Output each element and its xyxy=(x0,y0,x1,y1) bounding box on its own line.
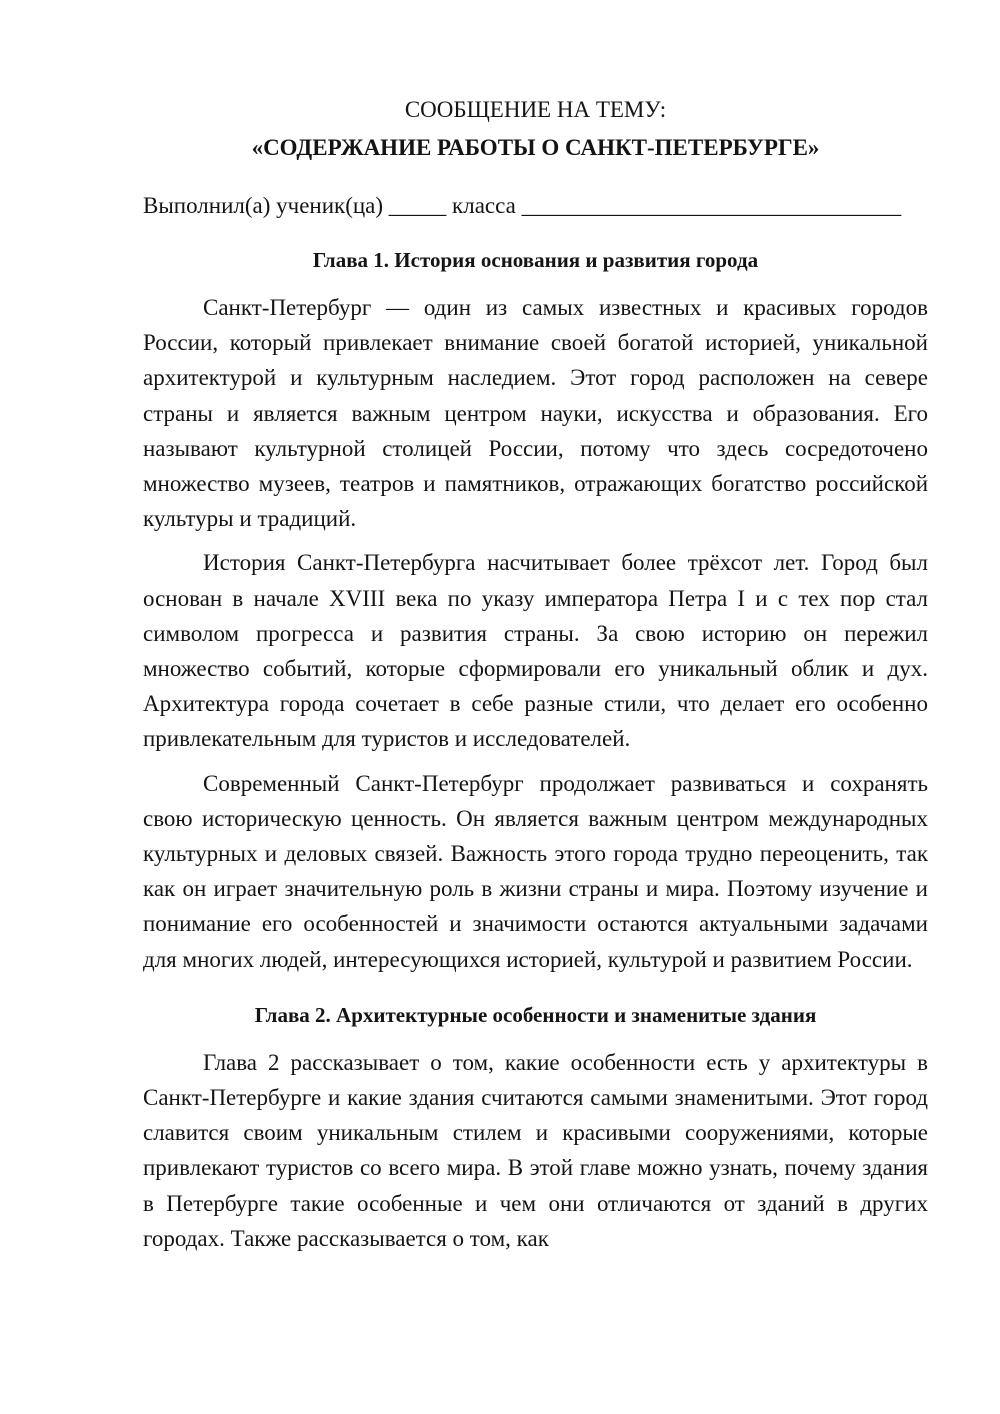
chapter2-paragraph-1: Глава 2 рассказывает о том, какие особенности есть у архитектуры в Санкт-Петербурге и какие здания считаются самыми знаменитыми. Этот город славится своим уникальным стилем и красивыми сооружениями, которые привлекают туристов со всего мира. В этой главе можно узнать, почему здания в Петербурге такие особенные и чем они отличаются от зданий в других городах. Также рассказывается о том, как xyxy=(143,1049,928,1251)
document-title-topic: «СОДЕРЖАНИЕ РАБОТЫ О САНКТ-ПЕТЕРБУРГЕ» xyxy=(251,135,820,160)
chapter1-paragraph-3: Современный Санкт-Петербург продолжает развиваться и сохранять свою историческую ценность. Он является важным центром международных культурных и деловых связей. Важность этого города трудно переоценить, так как он играет значительную роль в жизни страны и мира. Поэтому изучение и понимание его особенностей и значимости остаются актуальными задачами для многих людей, интересующихся историей, культурой и развитием России. xyxy=(143,770,928,972)
document-title-line1: СООБЩЕНИЕ НА ТЕМУ: xyxy=(404,97,667,122)
chapter1-paragraph-2: История Санкт-Петербурга насчитывает более трёхсот лет. Город был основан в начале XVIII века по указу императора Петра I и с тех пор стал символом прогресса и развития страны. За свою историю он пережил множество событий, которые сформировали его уникальный облик и дух. Архитектура города сочетает в себе разные стили, что делает его особенно привлекательным для туристов и исследователей. xyxy=(143,550,928,752)
chapter2-heading: Глава 2. Архитектурные особенности и знаменитые здания xyxy=(254,1002,817,1027)
performer-line: Выполнил(а) ученик(ца) _____ класса _________________________________ xyxy=(143,193,902,218)
chapter1-paragraph-1: Санкт-Петербург — один из самых известных и красивых городов России, который привлекает внимание своей богатой историей, уникальной архитектурой и культурным наследием. Этот город расположен на севере страны и является важным центром науки, искусства и образования. Его называют культурной столицей России, потому что здесь сосредоточено множество музеев, театров и памятников, отражающих богатство российской культуры и традиций. xyxy=(143,295,928,532)
document-page xyxy=(143,92,928,1256)
chapter1-heading: Глава 1. История основания и развития города xyxy=(312,248,759,272)
